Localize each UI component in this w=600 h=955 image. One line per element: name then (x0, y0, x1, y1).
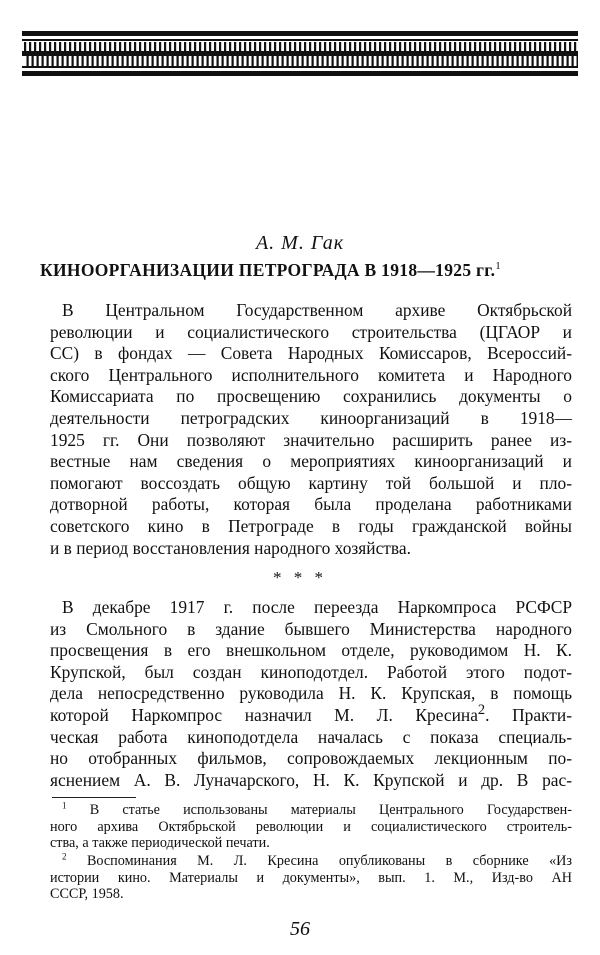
footnote-line (50, 853, 572, 870)
paragraph-main (50, 597, 572, 791)
text-line-with-note (50, 702, 572, 727)
text-line: В Центральном Государственном архиве Октябрьской (62, 300, 572, 320)
text-line: вестные нам сведения о мероприятиях киноорганизаций и (50, 451, 572, 472)
section-separator: * * * (273, 568, 327, 587)
text-line: ского Центрального исполнительного комитета и Народного (50, 364, 572, 385)
footnote-divider (52, 797, 136, 798)
article-title-text: КИНООРГАНИЗАЦИИ ПЕТРОГРАДА В 1918—1925 гг. (40, 260, 496, 280)
author-name: А. М. Гак (255, 232, 345, 254)
footnote-1 (50, 802, 572, 852)
text-line: но отобранных фильмов, сопровождаемых лекционным по- (50, 748, 572, 769)
text-line: яснением А. В. Луначарского, Н. К. Крупской и др. В рас- (50, 769, 572, 790)
footnote-line: ного архива Октябрьской революции и социалистического строитель- (50, 818, 572, 835)
footnote-line: истории кино. Материалы и документы», вып. 1. М., Изд-во АН (50, 869, 572, 886)
footnote-line (50, 802, 572, 819)
header-ornament (22, 30, 578, 77)
text-line: деятельности петроградских киноорганизаций в 1918— (50, 407, 572, 428)
footnote-line: ства, а также периодической печати. (50, 835, 270, 851)
footnote-line: СССР, 1958. (50, 886, 124, 902)
text-line: и в период восстановления народного хозяйства. (50, 537, 411, 558)
footnote-text: Воспоминания М. Л. Кресина опубликованы в сборнике «Из (86, 853, 573, 869)
text-line: из Смольного в здание бывшего Министерства народного (50, 618, 572, 639)
footnote-text: В статье использованы материалы Центрального Государствен- (89, 802, 572, 818)
footnote-2 (50, 853, 572, 903)
text-line: Комиссариата по просвещению сохранились документы о (50, 386, 572, 407)
text-line: ческая работа киноподотдела началась с показа специаль- (50, 726, 572, 747)
text-line: советского кино в Петрограде в годы гражданской войны (50, 515, 572, 536)
title-footnote-mark: 1 (495, 260, 502, 273)
page-number: 56 (290, 918, 310, 940)
article-title (40, 260, 580, 281)
text-line: 1925 гг. Они позволяют значительно расширить ранее из- (50, 429, 572, 450)
paragraph-intro (50, 300, 572, 559)
text-line: СС) в фондах — Совета Народных Комиссаров, Всероссий- (50, 343, 572, 364)
footnote-mark-2: 2 (477, 702, 486, 719)
footnote-1-mark: 1 (62, 800, 67, 811)
text-line: дела непосредственно руководила Н. К. Крупская, в помощь (50, 683, 572, 704)
text-line: просвещения в его внешкольном отделе, руководимом Н. К. (50, 640, 572, 661)
text-segment: . Практи- (485, 704, 572, 725)
text-line: Крупской, был создан киноподотдел. Работой этого подот- (50, 661, 572, 682)
text-segment: которой Наркомпрос назначил М. Л. Кресина (50, 704, 478, 725)
text-line: дотворной работы, которая была проделана работниками (50, 494, 572, 515)
text-line: В декабре 1917 г. после переезда Наркомпроса РСФСР (62, 597, 572, 617)
footnote-2-mark: 2 (62, 851, 67, 862)
text-line: помогают воссоздать общую картину той большой и пло- (50, 472, 572, 493)
text-line: революции и социалистического строительства (ЦГАОР и (50, 321, 572, 342)
